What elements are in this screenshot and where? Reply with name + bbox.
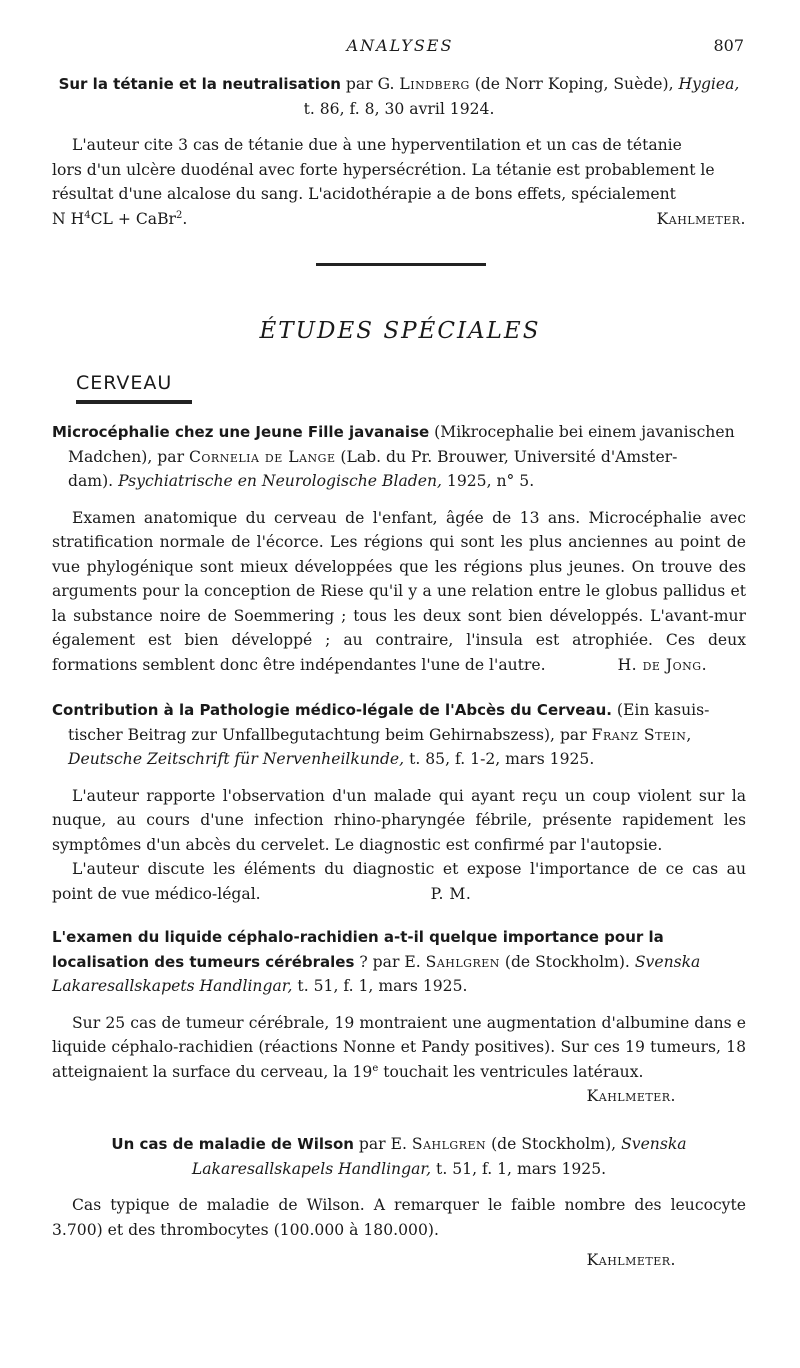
article-body: L'auteur rapporte l'observation d'un malade qui ayant reçu un coup violent sur la nuque, au cours d'une infection rhino-pharyngée fébrile, présente rapidement les symptômes d'un abcès du cervelet. Le diagnostic est confirmé par l'autopsie.: [52, 786, 746, 854]
article-journal: Lakaresallskapels Handlingar,: [191, 1159, 432, 1178]
article-journal: Svenska: [621, 1135, 687, 1153]
article-citation: t. 86, f. 8, 30 avril 1924.: [303, 99, 495, 118]
article-author: Lindberg: [399, 75, 470, 93]
article-tetanie: [52, 72, 746, 231]
subsection-underline: [76, 400, 192, 404]
article-signature: H. de Jong.: [617, 655, 708, 674]
article-body-line: lors d'un ulcère duodénal avec forte hypersécrétion. La tétanie est probablement le: [52, 160, 715, 179]
article-heading: Microcéphalie chez une Jeune Fille javanaise (Mikrocephalie bei einem javanischen: [52, 423, 735, 441]
article-author: Franz Stein,: [591, 725, 692, 744]
article-heading: [52, 72, 746, 97]
article-journal: Deutsche Zeitschrift für Nervenheilkunde,: [68, 750, 405, 768]
article-author: Sahlgren: [425, 952, 500, 971]
article-signature: Kahlmeter.: [586, 1251, 676, 1269]
article-formula-line: [52, 207, 746, 232]
article-journal: Svenska Lakaresallskapets Handlingar,: [52, 952, 701, 995]
article-affiliation: (de Norr Koping, Suède),: [469, 75, 679, 93]
article-heading: Contribution à la Pathologie médico-légale de l'Abcès du Cerveau. (Ein kasuis-: [52, 701, 710, 719]
article-journal: Psychiatrische en Neurologische Bladen,: [118, 472, 442, 490]
article-abces: Contribution à la Pathologie médico-légale de l'Abcès du Cerveau. (Ein kasuis- tischer Beitrag zur Unfallbegutachtung beim Gehirnabszess), par Franz Stein, Deutsche Zeitschrift für Nervenheilkunde, t. 85, f. 1-2, mars 1925. L'auteur rapporte l'observation d'un malade qui ayant reçu un coup violent sur la nuque, au cours d'une infection rhino-pharyngée fébrile, présente rapidement les symptômes d'un abcès du cervelet. Le diagnostic est confirmé par l'autopsie. L'auteur discute les éléments du diagnostic et expose l'importance de ce cas au point de vue médico-légal. P. M.: [52, 698, 746, 906]
article-body: L'auteur discute les éléments du diagnostic et expose l'importance de ce cas au point de vue médico-légal. P. M.: [52, 857, 746, 906]
article-microcephalie: Microcéphalie chez une Jeune Fille javanaise (Mikrocephalie bei einem javanischen Madchen), par Cornelia de Lange (Lab. du Pr. Brouwer, Université d'Amster- dam). Psychiatrische en Neurologische Bladen, 1925, n° 5. Examen anatomique du cerveau de l'enfant, âgée de 13 ans. Microcéphalie avec stratification normale de l'écorce. Les régions qui sont les plus anciennes au point de vue phylogénique sont mieux développées que les régions plus jeunes. On trouve des arguments pour la conception de Riese qu'il y a une relation entre le globus pallidus et la substance noire de Soemmering ; tous les deux sont bien développés. L'avant-mur également est bien développé ; au contraire, l'insula est atrophiée. Ces deux formations semblent donc être indépendantes l'une de l'autre. H. de Jong.: [52, 420, 746, 677]
page-number: 807: [713, 36, 744, 55]
article-body: Cas typique de maladie de Wilson. A remarquer le faible nombre des leucocyte 3.700) et des thrombocytes (100.000 à 180.000).: [52, 1196, 746, 1239]
running-head-title: ANALYSES: [346, 36, 454, 55]
article-title: Sur la tétanie et la neutralisation: [58, 75, 341, 93]
article-by: par G.: [345, 75, 400, 93]
article-heading: L'examen du liquide céphalo-rachidien a-t-il quelque importance pour la localisation des tumeurs cérébrales ? par E. Sahlgren (de Stockholm). Svenska Lakaresallskapets Handlingar, t. 51, f. 1, mars 1925.: [52, 928, 701, 995]
article-heading: Un cas de maladie de Wilson par E. Sahlgren (de Stockholm), Svenska: [111, 1135, 687, 1153]
article-body: Examen anatomique du cerveau de l'enfant, âgée de 13 ans. Microcéphalie avec stratification normale de l'écorce. Les régions qui sont les plus anciennes au point de vue phylogénique sont mieux développées que les régions plus jeunes. On trouve des arguments pour la conception de Riese qu'il y a une relation entre le globus pallidus et la substance noire de Soemmering ; tous les deux sont bien développés. L'avant-mur également est bien développé ; au contraire, l'insula est atrophiée. Ces deux formations semblent donc être indépendantes l'une de l'autre. H. de Jong.: [52, 506, 746, 678]
article-author: Cornelia de Lange: [188, 447, 336, 466]
article-title: Contribution à la Pathologie médico-légale de l'Abcès du Cerveau.: [52, 701, 612, 719]
article-liquide: [52, 925, 746, 1109]
subsection-title: CERVEAU: [76, 372, 173, 394]
running-head: [0, 34, 800, 58]
article-signature: Kahlmeter.: [656, 209, 746, 228]
formula: N $H^4CL$ + CaBr$^2$.: [52, 209, 188, 228]
article-signature: P. M.: [430, 884, 472, 903]
article-author: Sahlgren: [411, 1135, 487, 1153]
article-body-line: L'auteur cite 3 cas de tétanie due à une hyperventilation et un cas de tétanie: [72, 136, 682, 154]
article-title: L'examen du liquide céphalo-rachidien a-t-il quelque importance pour la localisation des tumeurs cérébrales: [52, 928, 664, 971]
section-divider: [316, 263, 486, 266]
section-title: ÉTUDES SPÉCIALES: [259, 318, 541, 344]
article-body-line: résultat d'une alcalose du sang. L'acidothérapie a de bons effets, spécialement: [52, 185, 676, 203]
article-title: Un cas de maladie de Wilson: [111, 1135, 354, 1153]
article-signature: Kahlmeter.: [586, 1087, 676, 1105]
article-body: Sur 25 cas de tumeur cérébrale, 19 montraient une augmentation d'albumine dans e liquide céphalo-rachidien (réactions Nonne et Pandy positives). Sur ces 19 tumeurs, 18 atteignaient la surface du cerveau, la 19e touchait les ventricules latéraux.: [52, 1013, 746, 1081]
article-journal: Hygiea,: [678, 75, 740, 93]
article-wilson: Un cas de maladie de Wilson par E. Sahlgren (de Stockholm), Svenska Lakaresallskapels Handlingar, t. 51, f. 1, mars 1925. Cas typique de maladie de Wilson. A remarquer le faible nombre des leucocyte 3.700) et des thrombocytes (100.000 à 180.000). Kahlmeter.: [52, 1132, 746, 1273]
article-title: Microcéphalie chez une Jeune Fille javanaise: [52, 423, 430, 441]
